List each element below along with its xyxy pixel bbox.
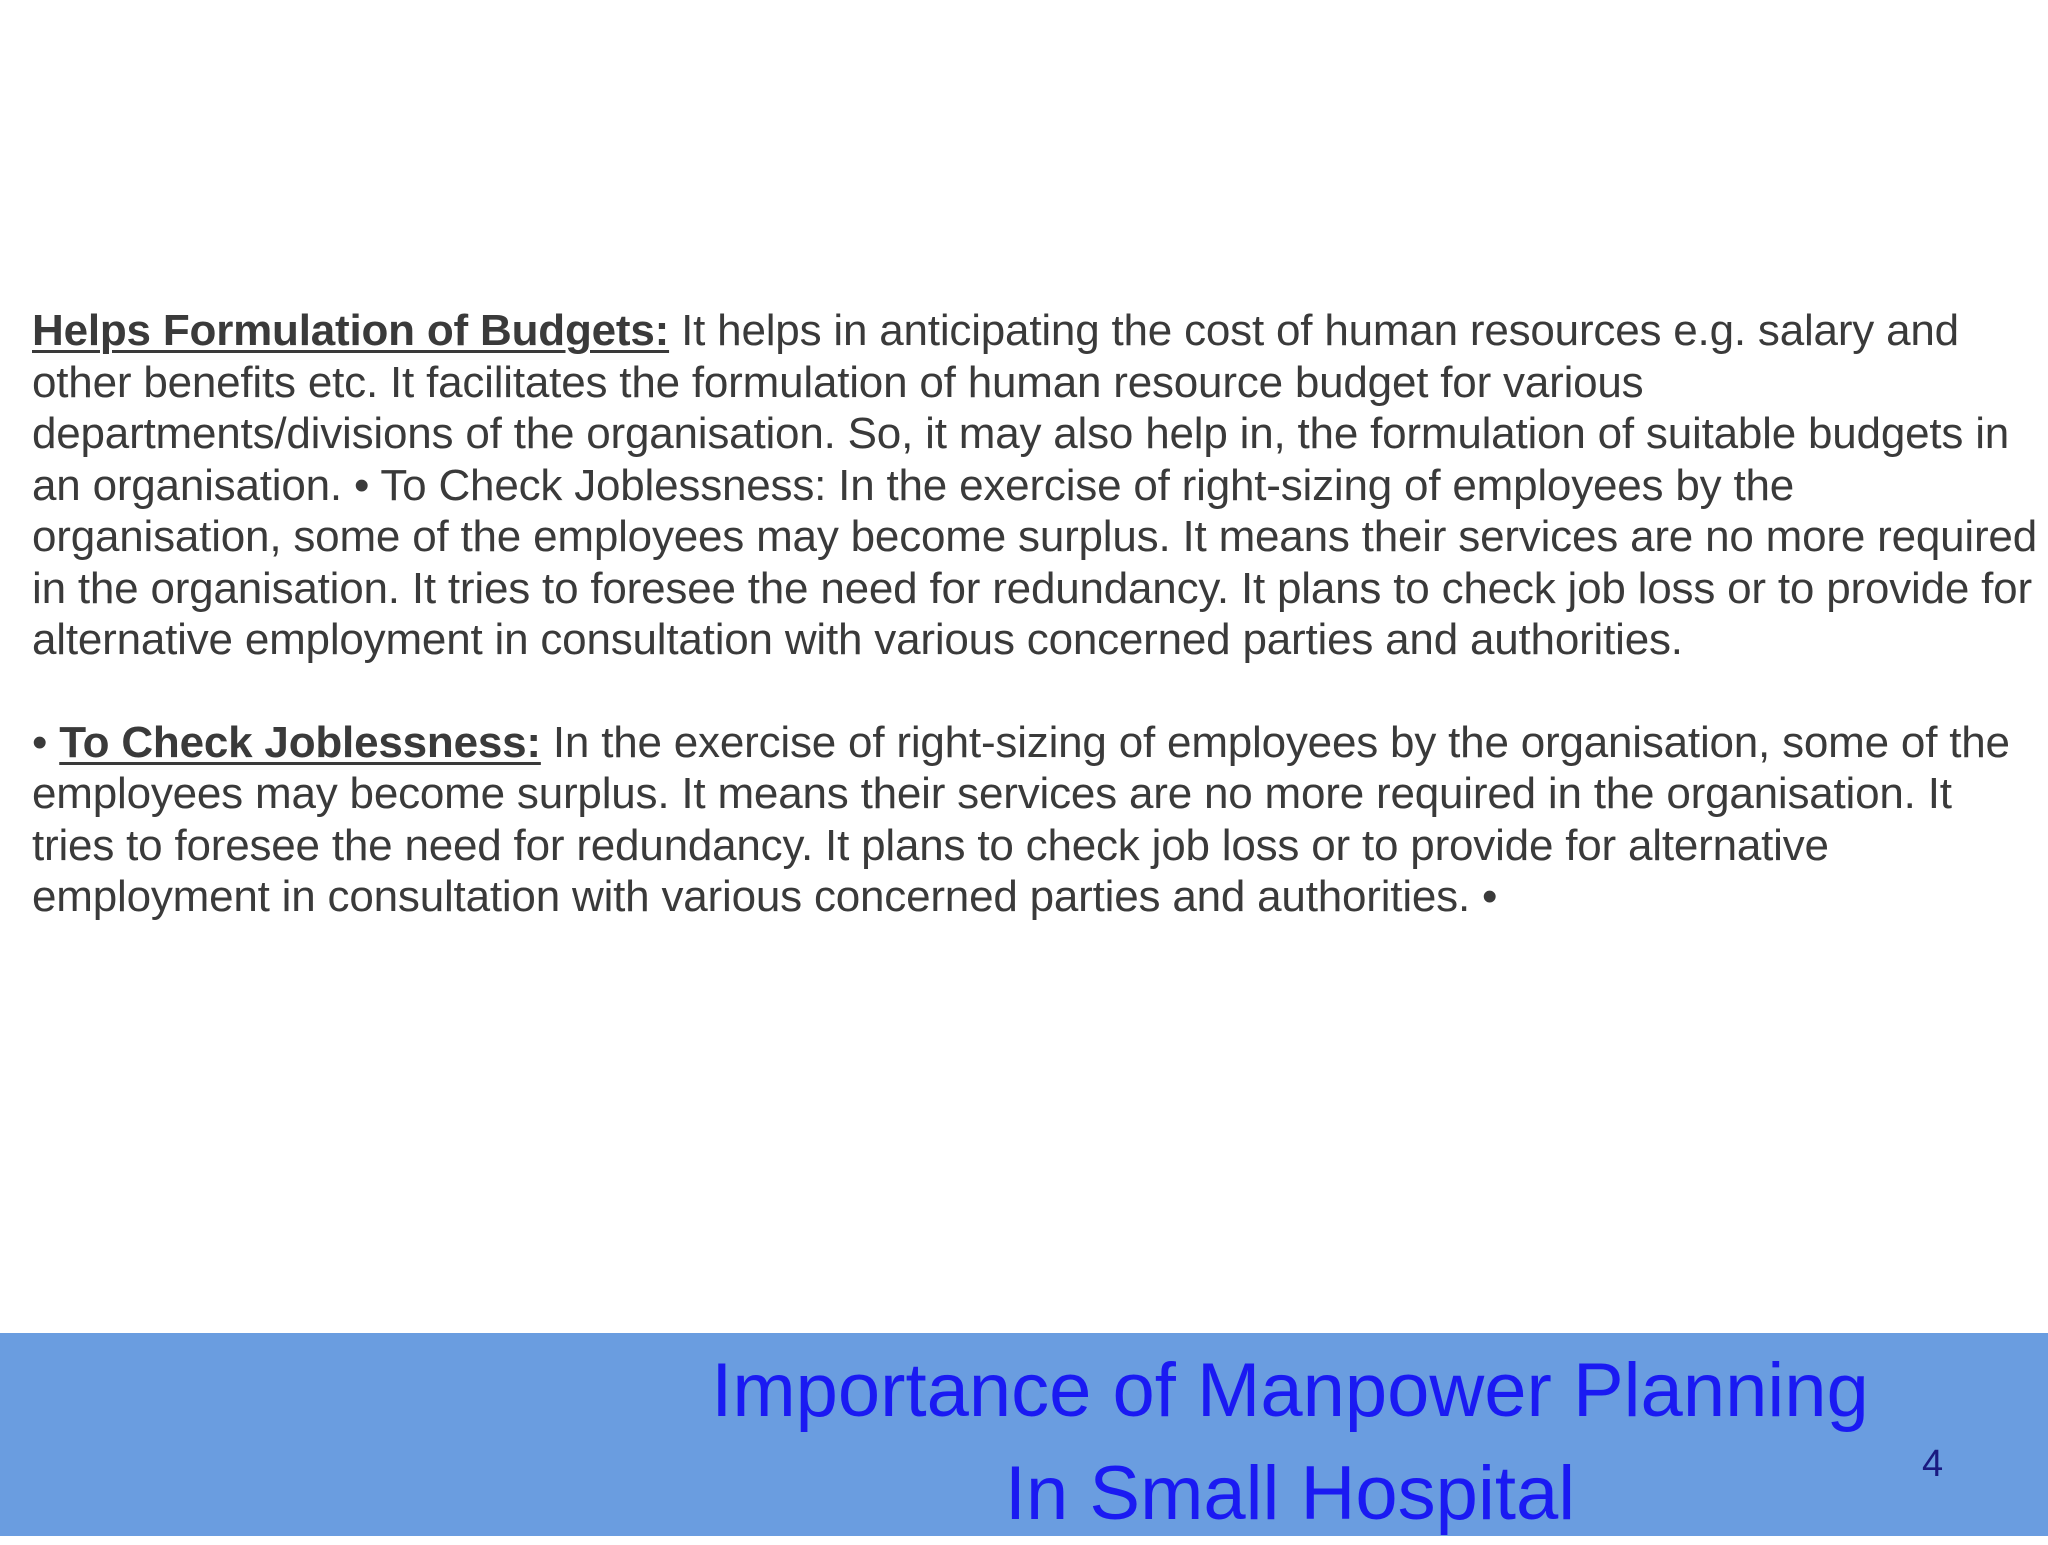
paragraph-text-joblessness: In the exercise of right-sizing of employees by the organisation, some of the employees may become surplus. It means their services are no more required in the organisation. It tries to foresee the need for redundancy. It plans to check job loss or to provide for alternative employment in consultation with various concerned parties and authorities. • (32, 717, 2010, 921)
slide-title (0, 1339, 2048, 1545)
paragraph-heading-joblessness: To Check Joblessness: (59, 717, 541, 767)
slide-title-line-1: Importance of Manpower Planning (711, 1348, 1869, 1433)
paragraph-bullet: • (32, 717, 60, 767)
paragraph-joblessness (32, 717, 2042, 923)
paragraph-text-budgets: It helps in anticipating the cost of human resources e.g. salary and other benefits etc. It facilitates the formulation of human resource budget for various departments/divisions of the organisation. So, it may also help in, the formulation of suitable budgets in an organisation. • To Check Joblessness: In the exercise of right-sizing of employees by the organisation, some of the employees may become surplus. It means their services are no more required in the organisation. It tries to foresee the need for redundancy. It plans to check job loss or to provide for alternative employment in consultation with various concerned parties and authorities. (32, 306, 2037, 664)
page-number: 4 (1922, 1443, 1944, 1485)
paragraph-heading-budgets: Helps Formulation of Budgets: (32, 306, 670, 355)
slide-title-line-2: In Small Hospital (1004, 1451, 1576, 1536)
paragraph-budgets (32, 305, 2042, 666)
slide-body (32, 305, 2042, 923)
